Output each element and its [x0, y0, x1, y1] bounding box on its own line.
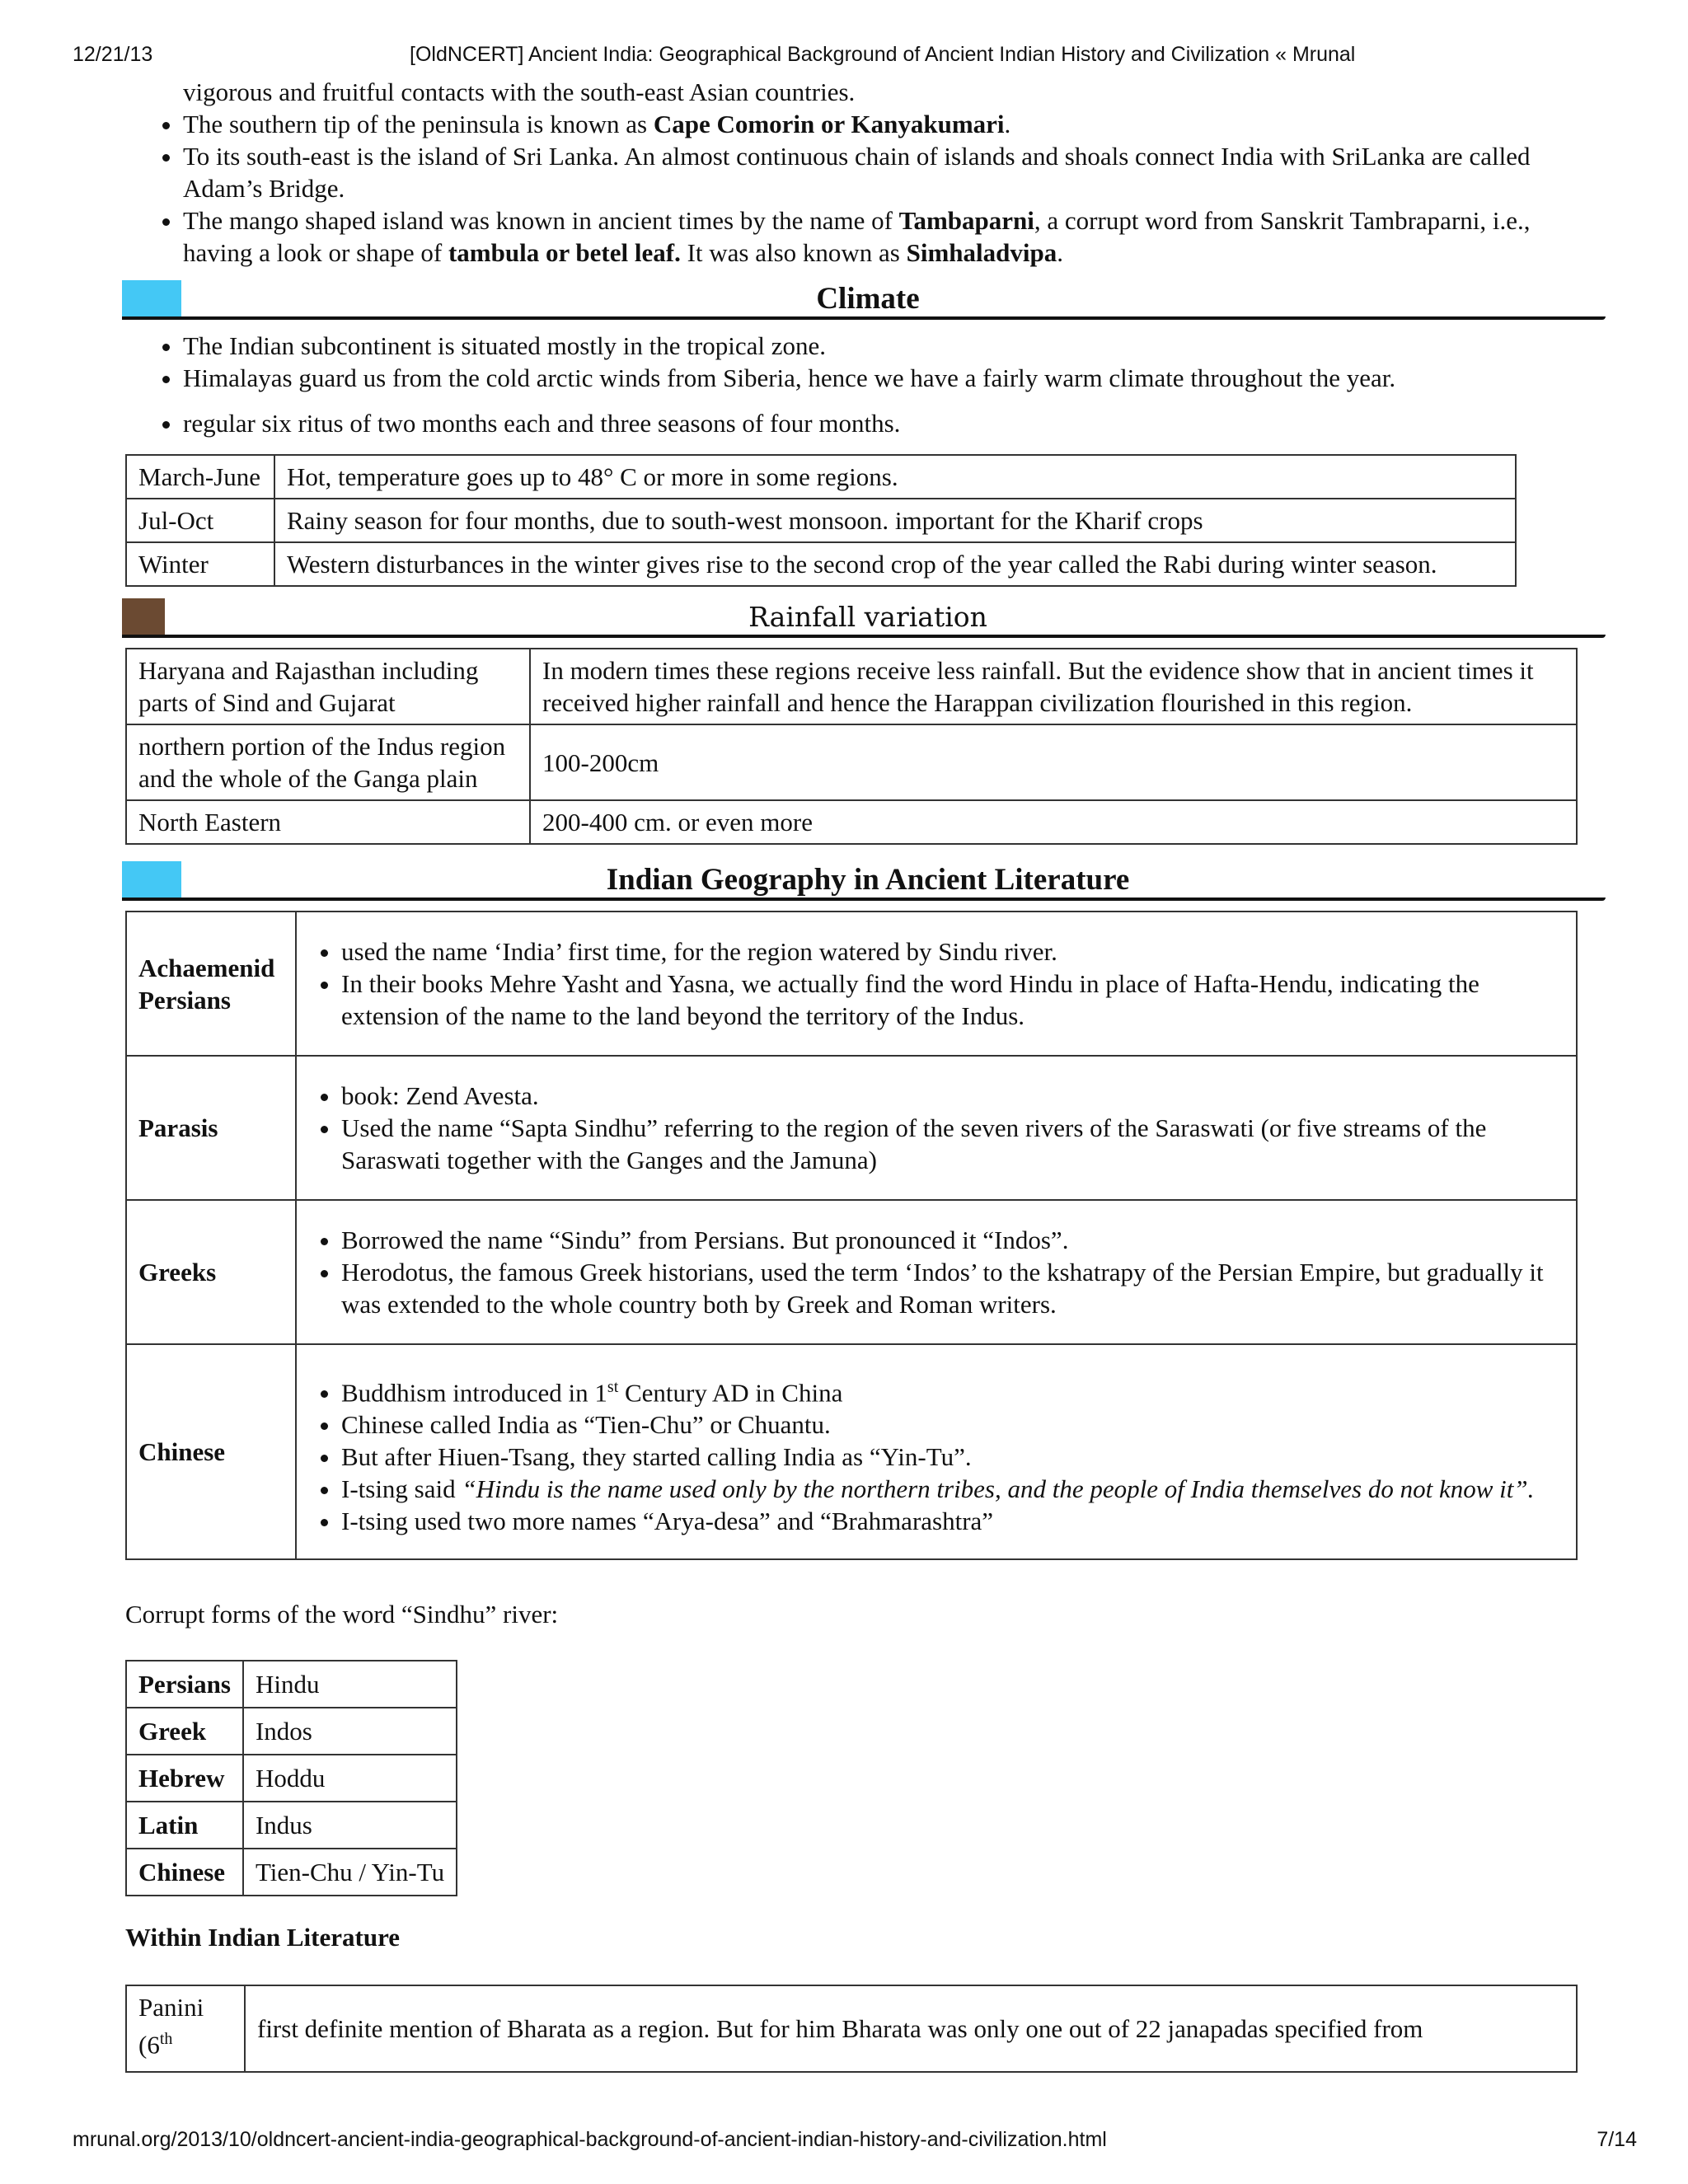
table-cell: [296, 1056, 1577, 1200]
page-number: 7/14: [1597, 2128, 1637, 2151]
section-rule: [122, 316, 1606, 320]
table-cell-key: Latin: [126, 1802, 243, 1849]
list-item: [341, 1473, 1564, 1505]
geography-table: [125, 911, 1578, 1560]
table-row: [126, 1661, 457, 1708]
table-cell: northern portion of the Indus region and the whole of the Ganga plain: [126, 724, 530, 800]
list-item: • Used the name “Sapta Sindhu” referring to the region of the seven rivers of the Saraswati (or five streams of the Saraswati together with the Ganges and the Jamuna): [341, 1112, 1564, 1176]
table-cell: 100-200cm: [530, 724, 1577, 800]
table-cell-key: Parasis: [126, 1056, 296, 1200]
table-cell: Indus: [243, 1802, 457, 1849]
table-cell-key: Persians: [126, 1661, 243, 1708]
intro-continuation: vigorous and fruitful contacts with the south-east Asian countries.: [183, 77, 856, 106]
climate-list-extra: [125, 407, 1576, 439]
table-cell: In modern times these regions receive less rainfall. But the evidence show that in ancient times it received higher rainfall and hence the Harappan civilization flourished in this region.: [530, 649, 1577, 724]
list-item: • book: Zend Avesta.: [341, 1080, 1564, 1112]
within-heading: Within Indian Literature: [125, 1923, 401, 1952]
section-header-geography: [122, 861, 1614, 901]
table-cell: [296, 1344, 1577, 1559]
table-cell: March-June: [126, 455, 274, 499]
table-cell-key: Greek: [126, 1708, 243, 1755]
table-row: [126, 649, 1577, 724]
list-item: • I-tsing used two more names “Arya-desa” and “Brahmarashtra”: [341, 1505, 1564, 1537]
table-row: [126, 724, 1577, 800]
bold-term: Cape Comorin or Kanyakumari: [653, 110, 1005, 138]
section-header-rainfall: [122, 598, 1614, 638]
table-cell: North Eastern: [126, 800, 530, 844]
table-row: [126, 1985, 1577, 2071]
table-row: [126, 800, 1577, 844]
list-item: • used the name ‘India’ first time, for the region watered by Sindu river.: [341, 935, 1564, 968]
section-rule: [122, 635, 1606, 638]
table-cell: [296, 912, 1577, 1056]
table-cell: Rainy season for four months, due to south-west monsoon. important for the Kharif crops: [274, 499, 1516, 542]
text-span: (6: [138, 2030, 160, 2060]
table-cell: Hindu: [243, 1661, 457, 1708]
text-span: , a corrupt word from Sanskrit Tambraparni, i.e., having a look or shape of: [183, 206, 1531, 267]
table-cell: Hot, temperature goes up to 48° C or more in some regions.: [274, 455, 1516, 499]
table-row: [126, 1802, 457, 1849]
quote: “Hindu is the name used only by the northern tribes, and the people of India themselves do not know it”.: [462, 1474, 1535, 1504]
section-rule: [122, 898, 1606, 901]
table-cell: Indos: [243, 1708, 457, 1755]
section-title: Indian Geography in Ancient Literature: [606, 863, 1130, 897]
table-cell-key: Hebrew: [126, 1755, 243, 1802]
intro-list: [125, 108, 1576, 269]
page-url: mrunal.org/2013/10/oldncert-ancient-india-geographical-background-of-ancient-indian-history-and-civilization.html: [73, 2128, 1107, 2151]
table-row: [126, 912, 1577, 1056]
table-cell: Hoddu: [243, 1755, 457, 1802]
list-item: • In their books Mehre Yasht and Yasna, we actually find the word Hindu in place of Hafta-Hendu, indicating the extension of the name to the land beyond the territory of the Indus.: [341, 968, 1564, 1032]
list-item: • The Indian subcontinent is situated mostly in the tropical zone.: [183, 330, 1576, 362]
bold-term: Tambaparni: [898, 206, 1034, 235]
table-cell-key: Greeks: [126, 1200, 296, 1344]
climate-list: [125, 330, 1576, 394]
print-date: 12/21/13: [73, 43, 153, 66]
list-item: • To its south-east is the island of Sri Lanka. An almost continuous chain of islands and shoals connect India with SriLanka are called Adam’s Bridge.: [183, 140, 1576, 204]
list-item: • But after Hiuen-Tsang, they started calling India as “Yin-Tu”.: [341, 1441, 1564, 1473]
list-item: [183, 108, 1576, 140]
table-cell: Jul-Oct: [126, 499, 274, 542]
table-row: [126, 499, 1516, 542]
list-item: • Borrowed the name “Sindu” from Persians. But pronounced it “Indos”.: [341, 1224, 1564, 1256]
superscript: th: [159, 2030, 173, 2049]
table-cell-key: Chinese: [126, 1849, 243, 1896]
table-cell: [296, 1200, 1577, 1344]
text-line: [138, 2023, 232, 2060]
table-cell: 200-400 cm. or even more: [530, 800, 1577, 844]
table-cell: Haryana and Rajasthan including parts of Sind and Gujarat: [126, 649, 530, 724]
table-cell-key: Achaemenid Persians: [126, 912, 296, 1056]
list-item: • regular six ritus of two months each and three seasons of four months.: [183, 407, 1576, 439]
text-span: I-tsing said: [341, 1474, 462, 1504]
table-row: [126, 1849, 457, 1896]
table-row: [126, 455, 1516, 499]
table-row: [126, 542, 1516, 586]
list-item: • Chinese called India as “Tien-Chu” or Chuantu.: [341, 1408, 1564, 1441]
list-item: [341, 1371, 1564, 1408]
section-title: Rainfall variation: [748, 601, 987, 633]
text-span: .: [1004, 110, 1011, 138]
within-table: [125, 1985, 1578, 2072]
table-cell: first definite mention of Bharata as a region. But for him Bharata was only one out of 22 janapadas specified from: [245, 1985, 1577, 2071]
text-span: The southern tip of the peninsula is known as: [183, 110, 654, 138]
bold-term: tambula or betel leaf.: [448, 238, 681, 267]
climate-table: [125, 454, 1517, 587]
table-cell-key: [126, 1985, 245, 2071]
superscript: st: [607, 1378, 619, 1396]
table-cell: Winter: [126, 542, 274, 586]
text-span: Buddhism introduced in 1: [341, 1378, 607, 1408]
table-cell: Tien-Chu / Yin-Tu: [243, 1849, 457, 1896]
table-cell: Western disturbances in the winter gives rise to the second crop of the year called the Rabi during winter season.: [274, 542, 1516, 586]
table-cell-key: Chinese: [126, 1344, 296, 1559]
text-span: Century AD in China: [618, 1378, 843, 1408]
table-row: [126, 1056, 1577, 1200]
list-item: [183, 204, 1576, 269]
table-row: [126, 1344, 1577, 1559]
list-item: • Herodotus, the famous Greek historians, used the term ‘Indos’ to the kshatrapy of the Persian Empire, but gradually it was extended to the whole country both by Greek and Roman writers.: [341, 1256, 1564, 1320]
list-item: • Himalayas guard us from the cold arctic winds from Siberia, hence we have a fairly warm climate throughout the year.: [183, 362, 1576, 394]
page-content: [125, 76, 1576, 2073]
section-title: Climate: [816, 282, 920, 316]
table-row: [126, 1200, 1577, 1344]
rainfall-table: [125, 648, 1578, 845]
section-header-climate: [122, 280, 1614, 320]
corrupt-forms-table: [125, 1660, 457, 1896]
table-row: [126, 1708, 457, 1755]
table-row: [126, 1755, 457, 1802]
text-span: .: [1057, 238, 1063, 267]
text-line: Panini: [138, 1993, 204, 2022]
corrupt-intro: Corrupt forms of the word “Sindhu” river:: [125, 1600, 559, 1629]
print-title: [OldNCERT] Ancient India: Geographical Background of Ancient Indian History and Civilization « Mrunal: [410, 43, 1356, 66]
bold-term: Simhaladvipa: [906, 238, 1057, 267]
text-span: The mango shaped island was known in ancient times by the name of: [183, 206, 899, 235]
text-span: It was also known as: [680, 238, 907, 267]
